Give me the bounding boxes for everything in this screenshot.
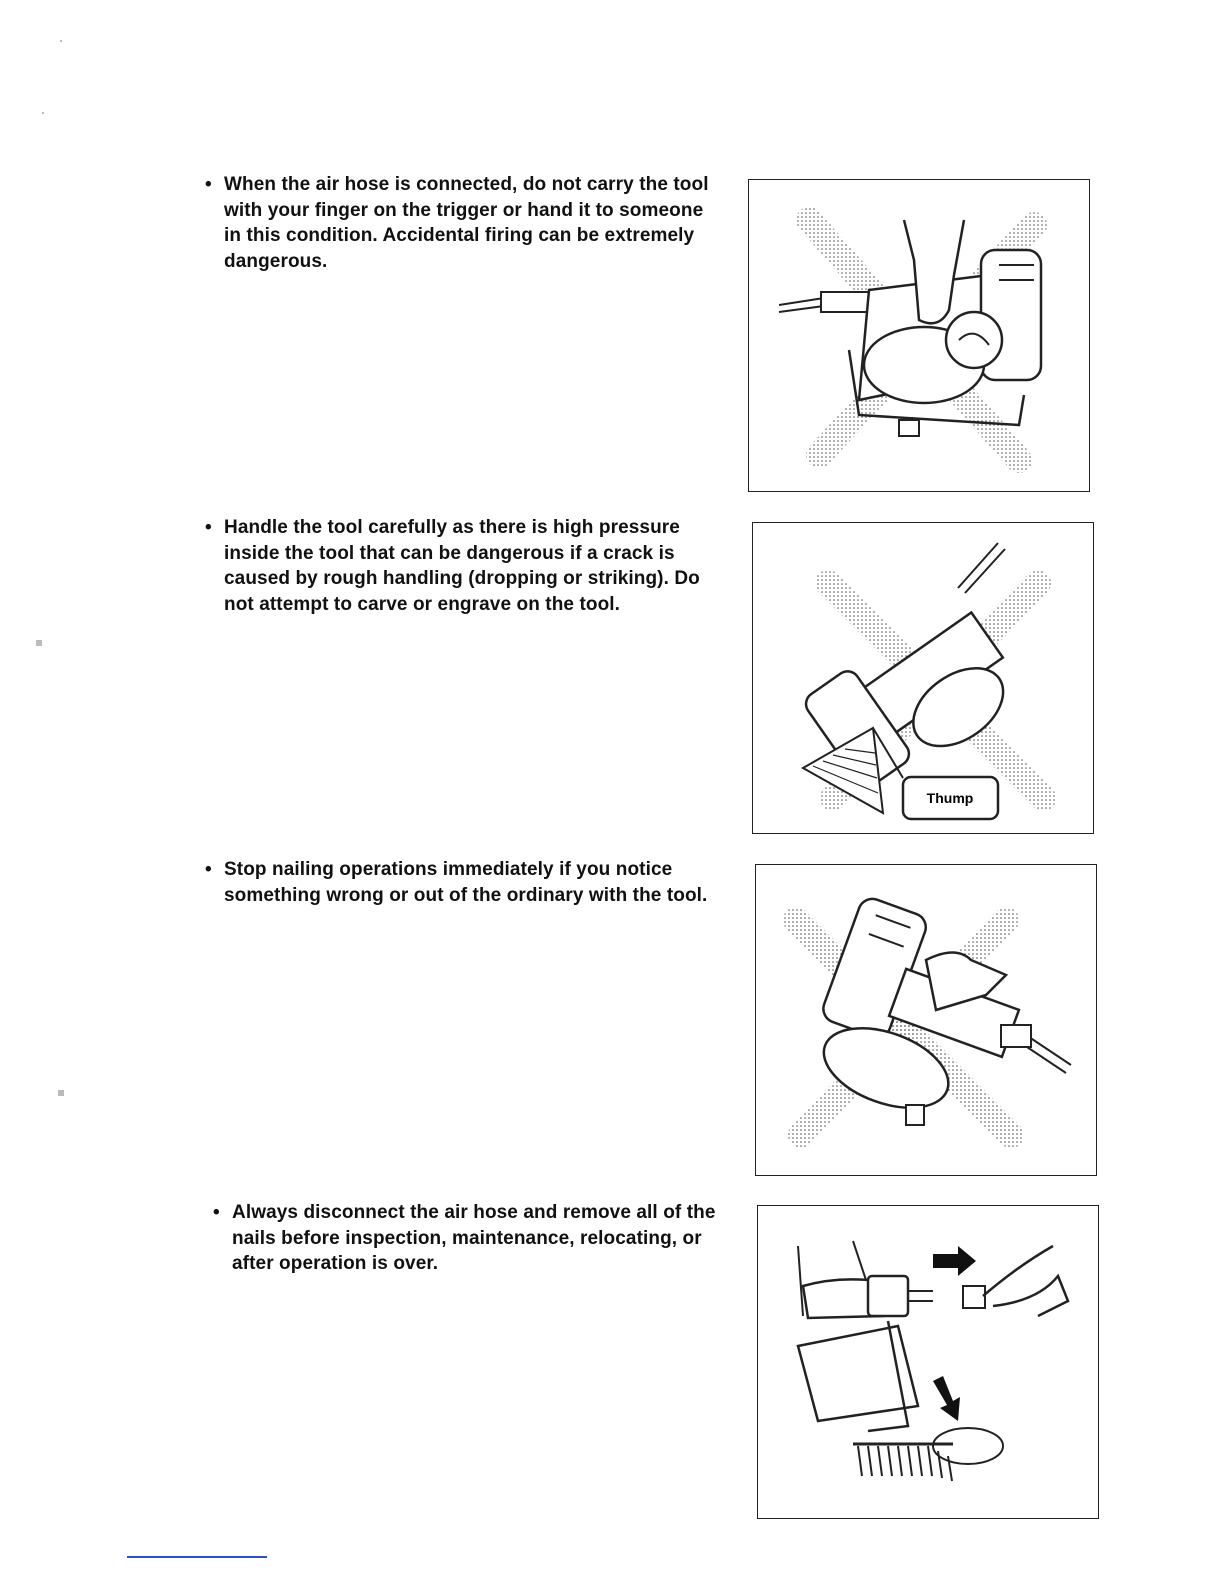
scan-speck [58,1090,64,1096]
thump-label: Thump [926,790,974,806]
scan-speck [36,640,42,646]
safety-text-body: Stop nailing operations immediately if you notice something wrong or out of the ordinary with the tool. [224,859,708,906]
nailer-stop-figure [755,864,1097,1176]
safety-text [213,1200,728,1277]
nailer-carry-icon [749,180,1089,491]
safety-text [205,172,720,274]
nailer-drop-figure [752,522,1094,834]
safety-text-body: Handle the tool carefully as there is high pressure inside the tool that can be dangerous if a crack is caused by rough handling (dropping or striking). Do not attempt to carve or engrave on the tool. [224,517,700,615]
footnote-rule [127,1556,267,1558]
nailer-dropped-icon [753,523,1093,833]
bullet-icon: • [205,517,212,538]
bullet-icon: • [205,174,212,195]
nailer-carry-figure [748,179,1090,492]
scan-speck [60,40,62,42]
safety-text [205,515,720,617]
disconnect-figure [757,1205,1099,1519]
safety-text-body: Always disconnect the air hose and remove all of the nails before inspection, maintenance, relocating, or after operation is over. [232,1202,716,1274]
bullet-icon: • [205,859,212,880]
nailer-in-use-icon [756,865,1096,1175]
disconnect-hose-remove-nails-icon [758,1206,1098,1518]
safety-text [205,857,720,908]
scan-speck [42,112,44,114]
bullet-icon: • [213,1202,220,1223]
safety-text-body: When the air hose is connected, do not carry the tool with your finger on the trigger or hand it to someone in this condition. Accidental firing can be extremely dangerous. [224,174,709,272]
